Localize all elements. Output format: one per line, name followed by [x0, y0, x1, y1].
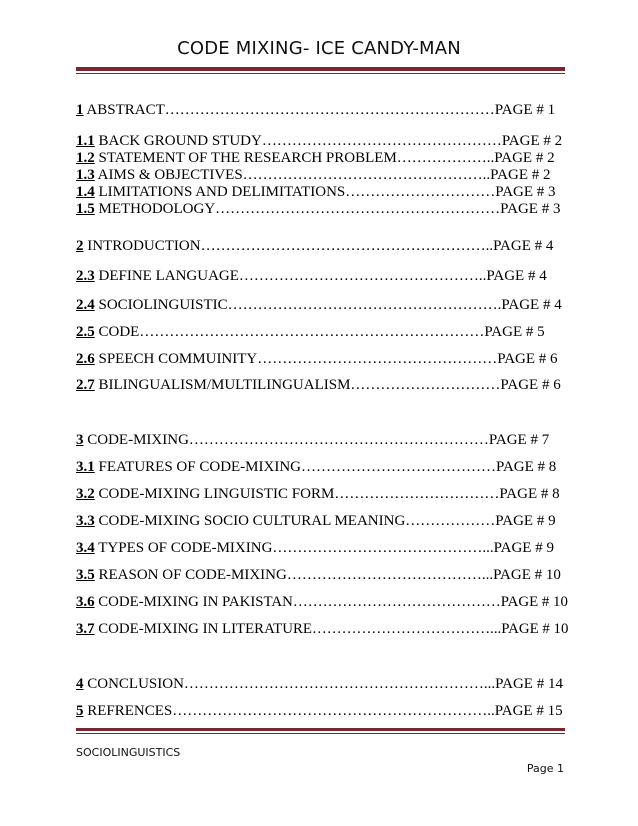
toc-entry-2-4: [76, 296, 562, 314]
toc-entry-number: 4: [76, 676, 84, 692]
toc-entry-text: BILINGUALISM/MULTILINGUALISM…………………………PAGE # 6: [94, 377, 561, 393]
toc-entry-text: BACK GROUND STUDY…………………………………………PAGE # 2: [94, 133, 563, 149]
toc-entry-text: REASON OF CODE-MIXING…………………………………...PAGE # 10: [94, 567, 561, 583]
footer-rule-thick: [76, 728, 565, 731]
toc-entry-1-3: [76, 166, 550, 184]
toc-entry-text: CODE-MIXING IN PAKISTAN……………………………………PAGE # 10: [94, 594, 568, 610]
toc-entry-3-4: [76, 539, 554, 557]
header-rule-thick: [76, 67, 565, 71]
toc-entry-text: CODE……………………………………………………………PAGE # 5: [94, 324, 545, 340]
toc-entry-text: CODE-MIXING LINGUISTIC FORM……………………………PAGE # 8: [94, 486, 560, 502]
toc-entry-2-6: [76, 350, 558, 368]
toc-entry-number: 3.4: [76, 540, 95, 556]
toc-entry-1-5: [76, 200, 560, 218]
toc-entry-1-4: [76, 183, 556, 201]
toc-entry-number: 5: [76, 703, 84, 719]
toc-entry-text: CODE-MIXING……………………………………………………PAGE # 7: [83, 432, 550, 448]
toc-entry-number: 3.6: [76, 594, 95, 610]
toc-entry-2-5: [76, 323, 545, 341]
toc-entry-3-1: [76, 458, 556, 476]
toc-entry-text: CONCLUSION……………………………………………………...PAGE # 14: [83, 676, 563, 692]
toc-entry-3-6: [76, 593, 568, 611]
toc-entry-text: DEFINE LANGUAGE…………………………………………..PAGE # 4: [94, 268, 547, 284]
toc-entry-3-7: [76, 620, 568, 638]
toc-entry-1-2: [76, 149, 555, 167]
toc-entry-number: 2.3: [76, 268, 95, 284]
toc-entry-number: 3.1: [76, 459, 95, 475]
page-number: Page 1: [526, 762, 564, 775]
toc-entry-4: [76, 675, 563, 693]
toc-entry-number: 1.5: [76, 201, 95, 217]
toc-entry-3-3: [76, 512, 556, 530]
toc-entry-number: 3.2: [76, 486, 95, 502]
header-rule-thin: [76, 73, 565, 74]
toc-entry-2-3: [76, 267, 547, 285]
toc-entry-number: 3.5: [76, 567, 95, 583]
toc-entry-number: 2.7: [76, 377, 95, 393]
toc-entry-text: SPEECH COMMUINITY…………………………………………PAGE # 6: [94, 351, 558, 367]
toc-entry-text: METHODOLOGY…………………………………………………PAGE # 3: [94, 201, 561, 217]
page-header-title: CODE MIXING- ICE CANDY-MAN: [177, 38, 461, 59]
toc-entry-number: 2.4: [76, 297, 95, 313]
toc-entry-text: TYPES OF CODE-MIXING……………………………………...PAGE # 9: [94, 540, 554, 556]
toc-entry-5: [76, 702, 563, 720]
toc-entry-number: 2.5: [76, 324, 95, 340]
toc-entry-number: 3.7: [76, 621, 95, 637]
toc-entry-text: CODE-MIXING IN LITERATURE………………………………...PAGE # 10: [94, 621, 569, 637]
footer-label: SOCIOLINGUISTICS: [76, 746, 181, 759]
toc-entry-text: AIMS & OBJECTIVES…………………………………………..PAGE # 2: [94, 167, 551, 183]
toc-entry-3: [76, 431, 549, 449]
toc-entry-number: 3: [76, 432, 84, 448]
toc-entry-1-1: [76, 132, 562, 150]
footer-rule-thin: [76, 733, 565, 734]
toc-entry-3-2: [76, 485, 560, 503]
toc-entry-text: ABSTRACT…………………………………………………………PAGE # 1: [83, 102, 556, 118]
toc-entry-number: 1.1: [76, 133, 95, 149]
toc-entry-number: 2: [76, 238, 84, 254]
toc-entry-number: 2.6: [76, 351, 95, 367]
toc-entry-number: 1: [76, 102, 84, 118]
toc-entry-3-5: [76, 566, 561, 584]
toc-entry-text: INTRODUCTION…………………………………………………..PAGE # 4: [83, 238, 554, 254]
toc-entry-text: REFRENCES………………………………………………………..PAGE # 15: [83, 703, 563, 719]
toc-entry-number: 3.3: [76, 513, 95, 529]
toc-entry-number: 1.2: [76, 150, 95, 166]
toc-entry-1: [76, 101, 555, 119]
toc-entry-2-7: [76, 376, 561, 394]
toc-entry-text: LIMITATIONS AND DELIMITATIONS…………………………PAGE # 3: [94, 184, 556, 200]
toc-entry-number: 1.4: [76, 184, 95, 200]
toc-entry-2: [76, 237, 553, 255]
toc-entry-text: CODE-MIXING SOCIO CULTURAL MEANING………………PAGE # 9: [94, 513, 556, 529]
toc-entry-number: 1.3: [76, 167, 95, 183]
toc-entry-text: SOCIOLINGUISTIC……………………………………………….PAGE # 4: [94, 297, 562, 313]
toc-entry-text: FEATURES OF CODE-MIXING…………………………………PAGE # 8: [94, 459, 557, 475]
toc-entry-text: STATEMENT OF THE RESEARCH PROBLEM………………..PAGE # 2: [94, 150, 555, 166]
